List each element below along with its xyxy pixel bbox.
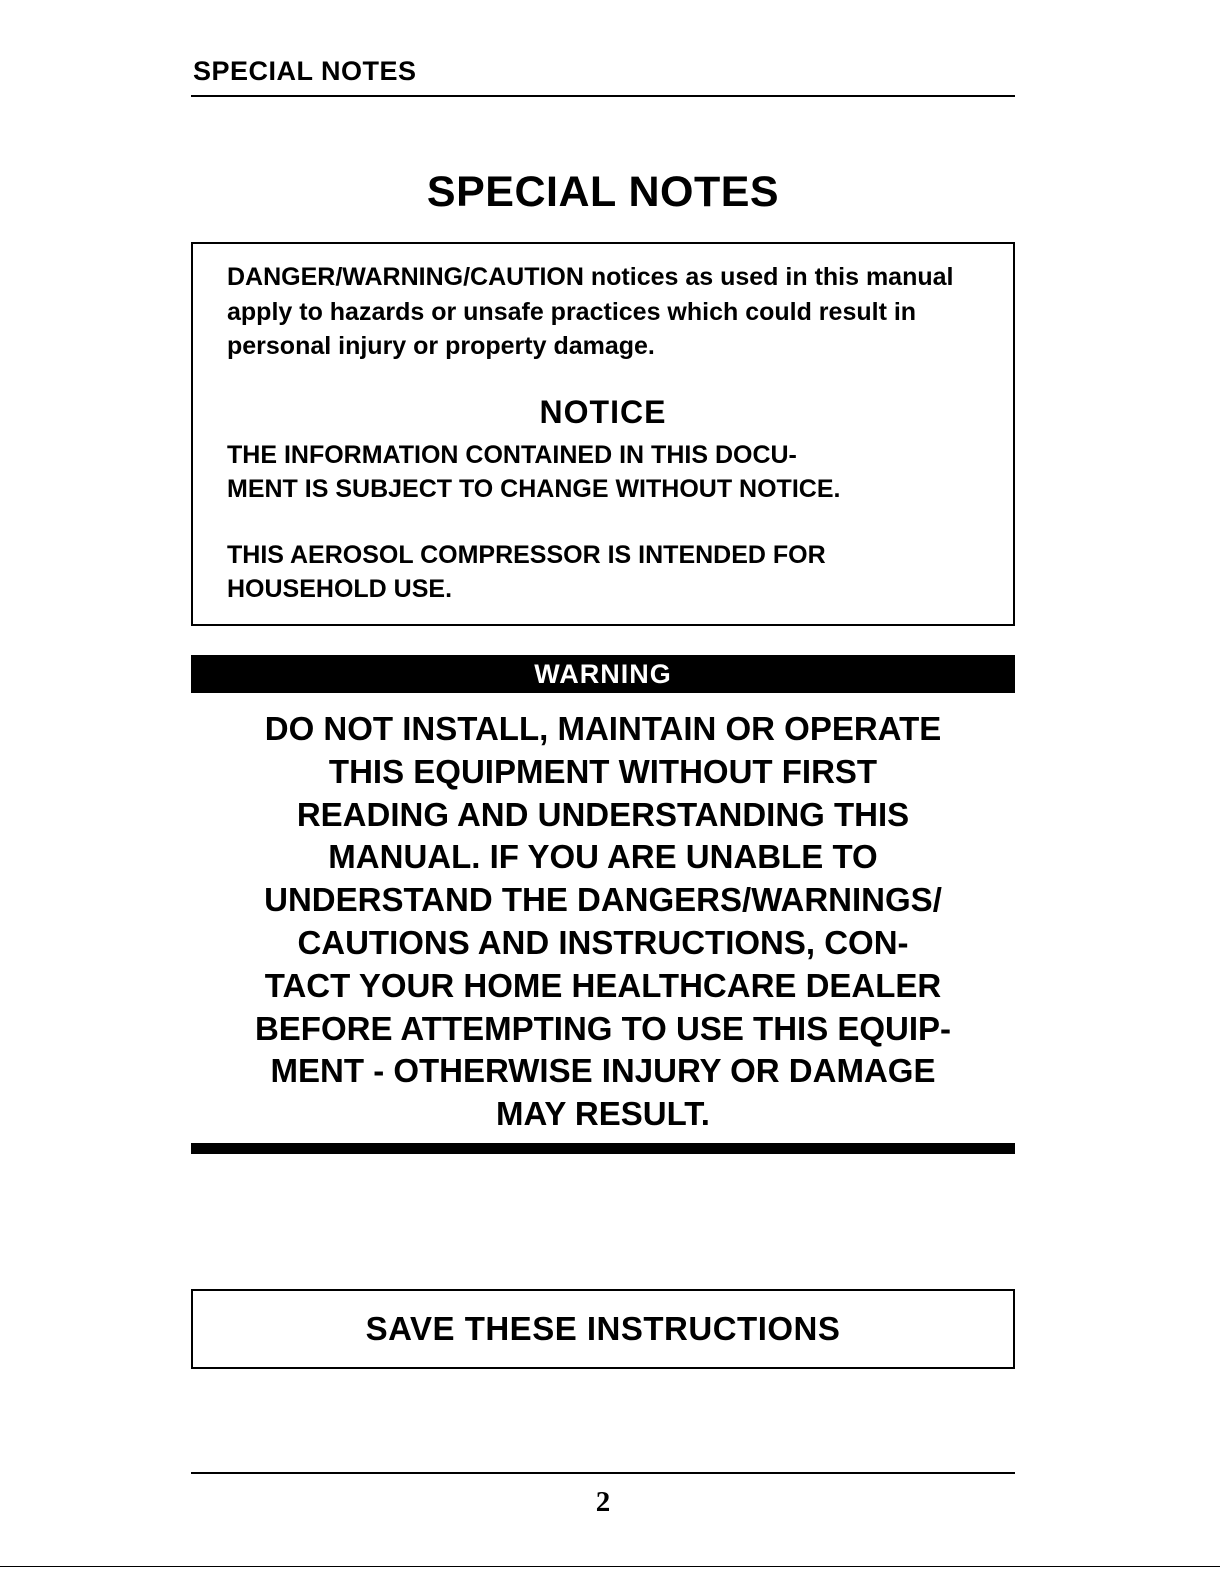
warning-body-text: DO NOT INSTALL, MAINTAIN OR OPERATE THIS EQUIPMENT WITHOUT FIRST READING AND UNDERSTANDING THIS MANUAL. IF YOU ARE UNABLE TO UNDERSTAND THE DANGERS/WARNINGS/ CAUTIONS AND INSTRUCTIONS, CON- TACT YOUR HOME HEALTHCARE DEALER BEFORE ATTEMPTING TO USE THIS EQUIP- MENT - OTHERWISE INJURY OR DAMAGE MAY RESULT. [254, 710, 952, 1133]
running-header: SPECIAL NOTES [193, 56, 417, 86]
notice-intro-rest: notices as used in this manual apply to hazards or unsafe practices which could result in personal injury or property damage. [227, 263, 954, 360]
notice-box [191, 242, 1015, 626]
page-number: 2 [595, 1486, 611, 1518]
change-notice-text: THE INFORMATION CONTAINED IN THIS DOCU- MENT IS SUBJECT TO CHANGE WITHOUT NOTICE. [227, 441, 841, 503]
footer-rule [191, 1472, 1015, 1474]
notice-intro-lead: DANGER/WARNING/CAUTION [227, 263, 584, 291]
page-title: SPECIAL NOTES [426, 168, 780, 216]
notice-heading: NOTICE [539, 394, 667, 430]
warning-banner: WARNING [191, 655, 1015, 693]
save-instructions-box: SAVE THESE INSTRUCTIONS [191, 1289, 1015, 1369]
warning-bottom-rule [191, 1143, 1015, 1154]
scan-edge-line [0, 1566, 1220, 1567]
header-rule [191, 95, 1015, 97]
household-use-text: THIS AEROSOL COMPRESSOR IS INTENDED FOR HOUSEHOLD USE. [227, 541, 826, 603]
notice-intro [227, 260, 987, 364]
